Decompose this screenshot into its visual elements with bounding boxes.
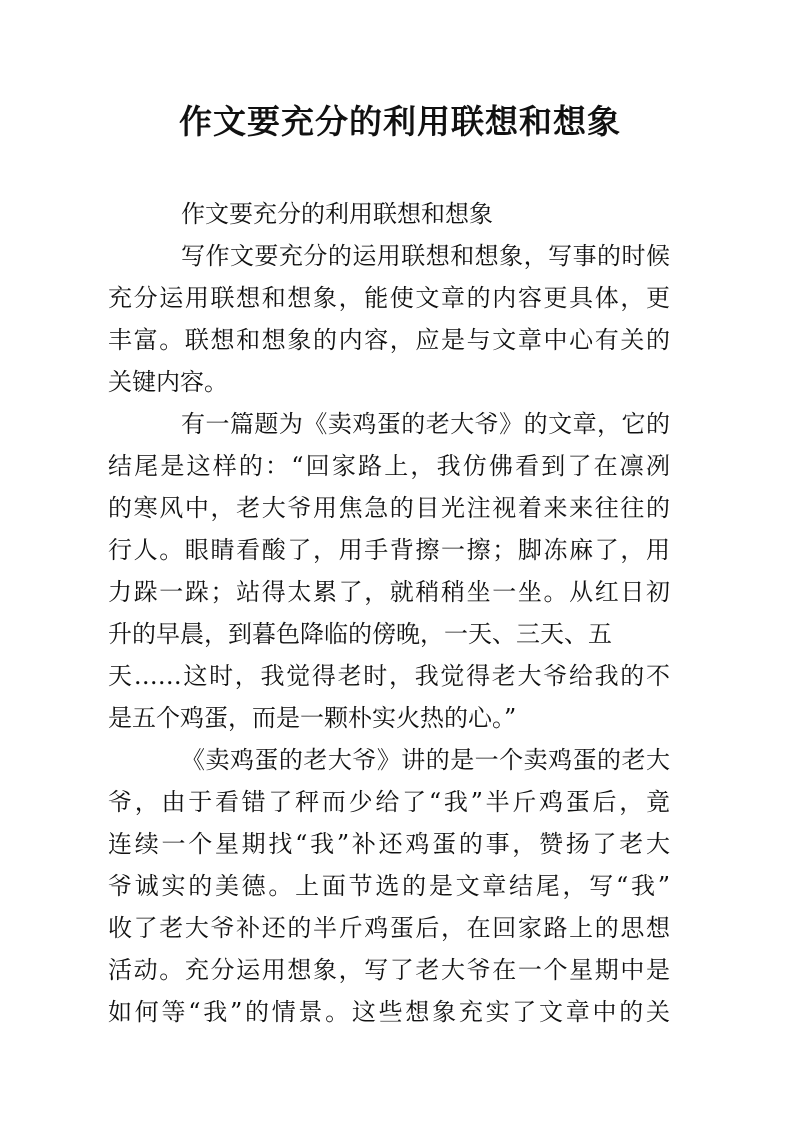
document-body [108, 193, 670, 1033]
text-line: 如何等“我”的情景。这些想象充实了文章中的关 [108, 998, 670, 1026]
text-line: 爷诚实的美德。上面节选的是文章结尾，写“我” [108, 872, 670, 900]
document-title: 作文要充分的利用联想和想象 [179, 102, 621, 141]
text-line: 丰富。联想和想象的内容，应是与文章中心有关的 [108, 326, 670, 354]
text-line: 关键内容。 [108, 368, 228, 396]
text-line: 收了老大爷补还的半斤鸡蛋后，在回家路上的思想 [108, 914, 670, 942]
text-line: 活动。充分运用想象，写了老大爷在一个星期中是 [108, 956, 670, 984]
text-line: 结尾是这样的：“回家路上，我仿佛看到了在凛冽 [108, 452, 670, 480]
text-line: 《卖鸡蛋的老大爷》讲的是一个卖鸡蛋的老大 [181, 746, 670, 774]
text-line: 爷，由于看错了秤而少给了“我”半斤鸡蛋后，竟 [108, 788, 670, 816]
text-line: 连续一个星期找“我”补还鸡蛋的事，赞扬了老大 [108, 830, 670, 858]
text-line: 天……这时，我觉得老时，我觉得老大爷给我的不 [108, 662, 670, 690]
text-line: 行人。眼睛看酸了，用手背擦一擦；脚冻麻了，用 [108, 536, 670, 564]
text-line: 充分运用联想和想象，能使文章的内容更具体，更 [108, 284, 670, 312]
text-line: 升的早晨，到暮色降临的傍晚，一天、三天、五 [108, 620, 612, 648]
text-line: 是五个鸡蛋，而是一颗朴实火热的心。” [108, 704, 517, 732]
text-line: 有一篇题为《卖鸡蛋的老大爷》的文章，它的 [181, 410, 670, 438]
text-line: 作文要充分的利用联想和想象 [181, 200, 493, 228]
text-line: 的寒风中，老大爷用焦急的目光注视着来来往往的 [108, 494, 670, 522]
text-line: 写作文要充分的运用联想和想象，写事的时候 [181, 242, 670, 270]
text-line: 力跺一跺；站得太累了，就稍稍坐一坐。从红日初 [108, 578, 670, 606]
